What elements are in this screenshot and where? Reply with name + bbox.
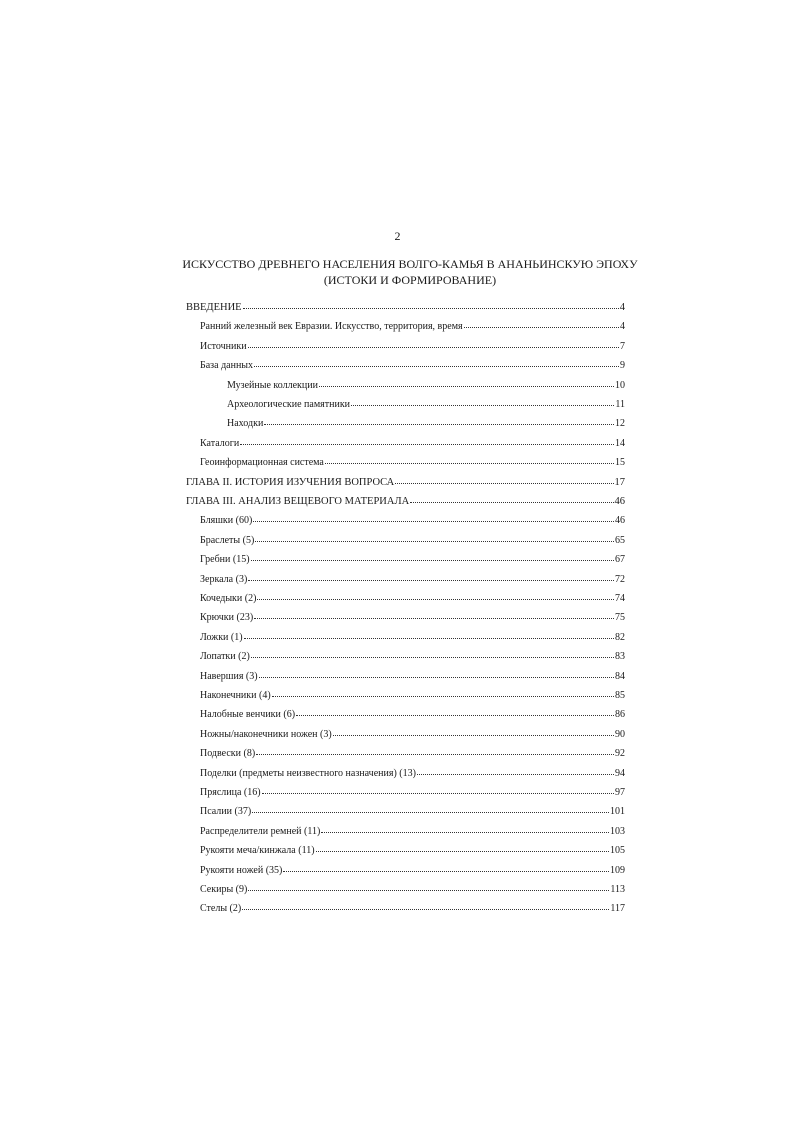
toc-entry — [200, 572, 625, 586]
toc-entry-label: Псалии (37) — [200, 806, 252, 818]
toc-entry-label: Ложки (1) — [200, 631, 243, 643]
toc-leader-dots — [256, 745, 614, 755]
toc-leader-dots — [272, 687, 614, 697]
toc-entry-page: 4 — [620, 321, 625, 333]
toc-entry-label: Браслеты (5) — [200, 534, 255, 546]
toc-entry — [200, 727, 625, 741]
toc-leader-dots — [395, 474, 613, 484]
toc-entry-label: Источники — [200, 340, 247, 352]
toc-entry — [200, 901, 625, 915]
toc-entry-label: Распределители ремней (11) — [200, 825, 321, 837]
toc-leader-dots — [244, 629, 614, 639]
toc-leader-dots — [464, 318, 619, 328]
toc-entry — [186, 300, 625, 314]
toc-entry — [200, 513, 625, 527]
toc-entry-label: ВВЕДЕНИЕ — [186, 302, 242, 313]
toc-entry-label: Поделки (предметы неизвестного назначения) (13) — [200, 767, 416, 779]
toc-entry-page: 109 — [610, 864, 625, 876]
toc-leader-dots — [242, 900, 609, 910]
toc-entry-page: 75 — [615, 612, 625, 624]
toc-entry-label: Бляшки (60) — [200, 515, 253, 527]
toc-entry-page: 11 — [615, 399, 625, 410]
toc-entry-page: 7 — [620, 340, 625, 352]
toc-entry — [200, 766, 625, 780]
toc-entry-label: Гребни (15) — [200, 554, 250, 566]
toc-entry-label: Лопатки (2) — [200, 651, 250, 663]
title-line-2: (ИСТОКИ И ФОРМИРОВАНИЕ) — [323, 273, 497, 287]
toc-entry-page: 74 — [615, 593, 625, 604]
toc-leader-dots — [240, 435, 614, 445]
toc-entry-label: Ножны/наконечники ножен (3) — [200, 728, 332, 740]
toc-entry-label: Наконечники (4) — [200, 690, 271, 701]
toc-entry — [200, 649, 625, 663]
toc-entry-page: 72 — [615, 573, 625, 585]
toc-entry-page: 46 — [614, 496, 625, 507]
toc-leader-dots — [319, 377, 614, 387]
toc-entry — [200, 824, 625, 838]
toc-leader-dots — [252, 803, 609, 813]
toc-leader-dots — [316, 842, 609, 852]
toc-entry — [200, 669, 625, 683]
toc-entry-label: Навершия (3) — [200, 670, 258, 682]
toc-leader-dots — [259, 668, 614, 678]
toc-leader-dots — [254, 609, 614, 619]
toc-entry-page: 94 — [615, 767, 625, 779]
toc-entry-label: Геоинформационная система — [200, 457, 324, 469]
toc-entry-page: 67 — [615, 554, 625, 566]
toc-entry-label: Крючки (23) — [200, 612, 254, 624]
toc-entry-label: Стелы (2) — [200, 903, 242, 915]
toc-entry — [200, 746, 625, 760]
toc-leader-dots — [248, 571, 614, 581]
title-line-1: ИСКУССТВО ДРЕВНЕГО НАСЕЛЕНИЯ ВОЛГО-КАМЬЯ В АНАНЬИНСКУЮ ЭПОХУ — [182, 257, 638, 271]
toc-entry — [227, 397, 625, 411]
toc-entry-page: 10 — [615, 379, 625, 391]
toc-entry-page: 86 — [615, 709, 625, 721]
toc-entry — [200, 785, 625, 799]
toc-leader-dots — [243, 299, 619, 309]
toc-entry-label: Музейные коллекции — [227, 379, 318, 391]
toc-entry — [200, 630, 625, 644]
toc-leader-dots — [248, 881, 609, 891]
toc-entry-page: 65 — [615, 534, 625, 546]
toc-leader-dots — [262, 784, 614, 794]
toc-entry-label: Ранний железный век Евразии. Искусство, территория, время — [200, 321, 463, 333]
toc-entry — [200, 358, 625, 372]
toc-leader-dots — [251, 551, 614, 561]
toc-entry-label: База данных — [200, 360, 254, 372]
toc-leader-dots — [321, 823, 609, 833]
toc-entry-page: 17 — [614, 476, 625, 488]
toc-entry-label: Зеркала (3) — [200, 573, 248, 585]
toc-entry-page: 101 — [610, 806, 625, 818]
toc-leader-dots — [254, 357, 619, 367]
toc-entry-page: 83 — [615, 651, 625, 663]
toc-entry — [200, 610, 625, 624]
page-number: 2 — [394, 229, 401, 243]
toc-entry — [186, 475, 625, 489]
toc-entry-label: Подвески (8) — [200, 748, 256, 760]
toc-entry-label: Археологические памятники — [227, 399, 351, 410]
toc-entry-label: Находки — [227, 418, 264, 430]
toc-entry-page: 97 — [615, 787, 625, 798]
toc-entry-page: 46 — [615, 515, 625, 527]
toc-entry-page: 82 — [615, 631, 625, 643]
toc-entry — [200, 882, 625, 896]
toc-entry — [200, 455, 625, 469]
toc-leader-dots — [251, 648, 614, 658]
toc-leader-dots — [257, 590, 614, 600]
toc-entry-page: 103 — [610, 825, 625, 837]
toc-entry-page: 15 — [615, 457, 625, 469]
toc-entry-page: 14 — [615, 437, 625, 449]
toc-leader-dots — [255, 532, 614, 542]
document-title — [170, 256, 650, 288]
toc-entry-label: Каталоги — [200, 437, 240, 449]
toc-entry — [200, 688, 625, 702]
toc-entry — [200, 591, 625, 605]
toc-entry-page: 105 — [610, 845, 625, 857]
toc-entry-label: ГЛАВА II. ИСТОРИЯ ИЗУЧЕНИЯ ВОПРОСА — [186, 476, 395, 488]
toc-entry-label: ГЛАВА III. АНАЛИЗ ВЕЩЕВОГО МАТЕРИАЛА — [186, 496, 410, 507]
toc-entry-label: Рукояти меча/кинжала (11) — [200, 845, 315, 857]
toc-entry-page: 4 — [619, 302, 625, 313]
toc-leader-dots — [410, 493, 613, 503]
toc-leader-dots — [417, 765, 614, 775]
toc-entry — [200, 552, 625, 566]
toc-entry-label: Рукояти ножей (35) — [200, 864, 283, 876]
toc-leader-dots — [283, 862, 609, 872]
toc-entry-page: 90 — [615, 728, 625, 740]
toc-entry-page: 12 — [615, 418, 625, 430]
toc-entry — [227, 378, 625, 392]
toc-entry-page: 84 — [615, 670, 625, 682]
toc-entry-page: 85 — [615, 690, 625, 701]
toc-entry-label: Секиры (9) — [200, 884, 248, 895]
toc-entry — [200, 804, 625, 818]
toc-entry-page: 92 — [615, 748, 625, 760]
toc-entry — [200, 436, 625, 450]
toc-entry — [200, 843, 625, 857]
toc-leader-dots — [325, 454, 614, 464]
toc-entry-label: Кочедыки (2) — [200, 593, 257, 604]
toc-entry — [200, 707, 625, 721]
toc-entry — [200, 863, 625, 877]
toc-leader-dots — [253, 512, 614, 522]
toc-entry — [200, 339, 625, 353]
toc-entry-page: 113 — [610, 884, 625, 895]
toc-entry-label: Пряслица (16) — [200, 787, 261, 798]
toc-leader-dots — [351, 396, 614, 406]
toc-entry — [186, 494, 625, 508]
toc-entry-page: 117 — [610, 903, 625, 915]
toc-entry-label: Налобные венчики (6) — [200, 709, 296, 721]
toc-entry — [200, 533, 625, 547]
toc-entry — [227, 416, 625, 430]
toc-leader-dots — [333, 726, 614, 736]
toc-entry — [200, 319, 625, 333]
toc-leader-dots — [296, 706, 614, 716]
toc-leader-dots — [264, 415, 614, 425]
toc-entry-page: 9 — [620, 360, 625, 372]
toc-leader-dots — [248, 338, 619, 348]
